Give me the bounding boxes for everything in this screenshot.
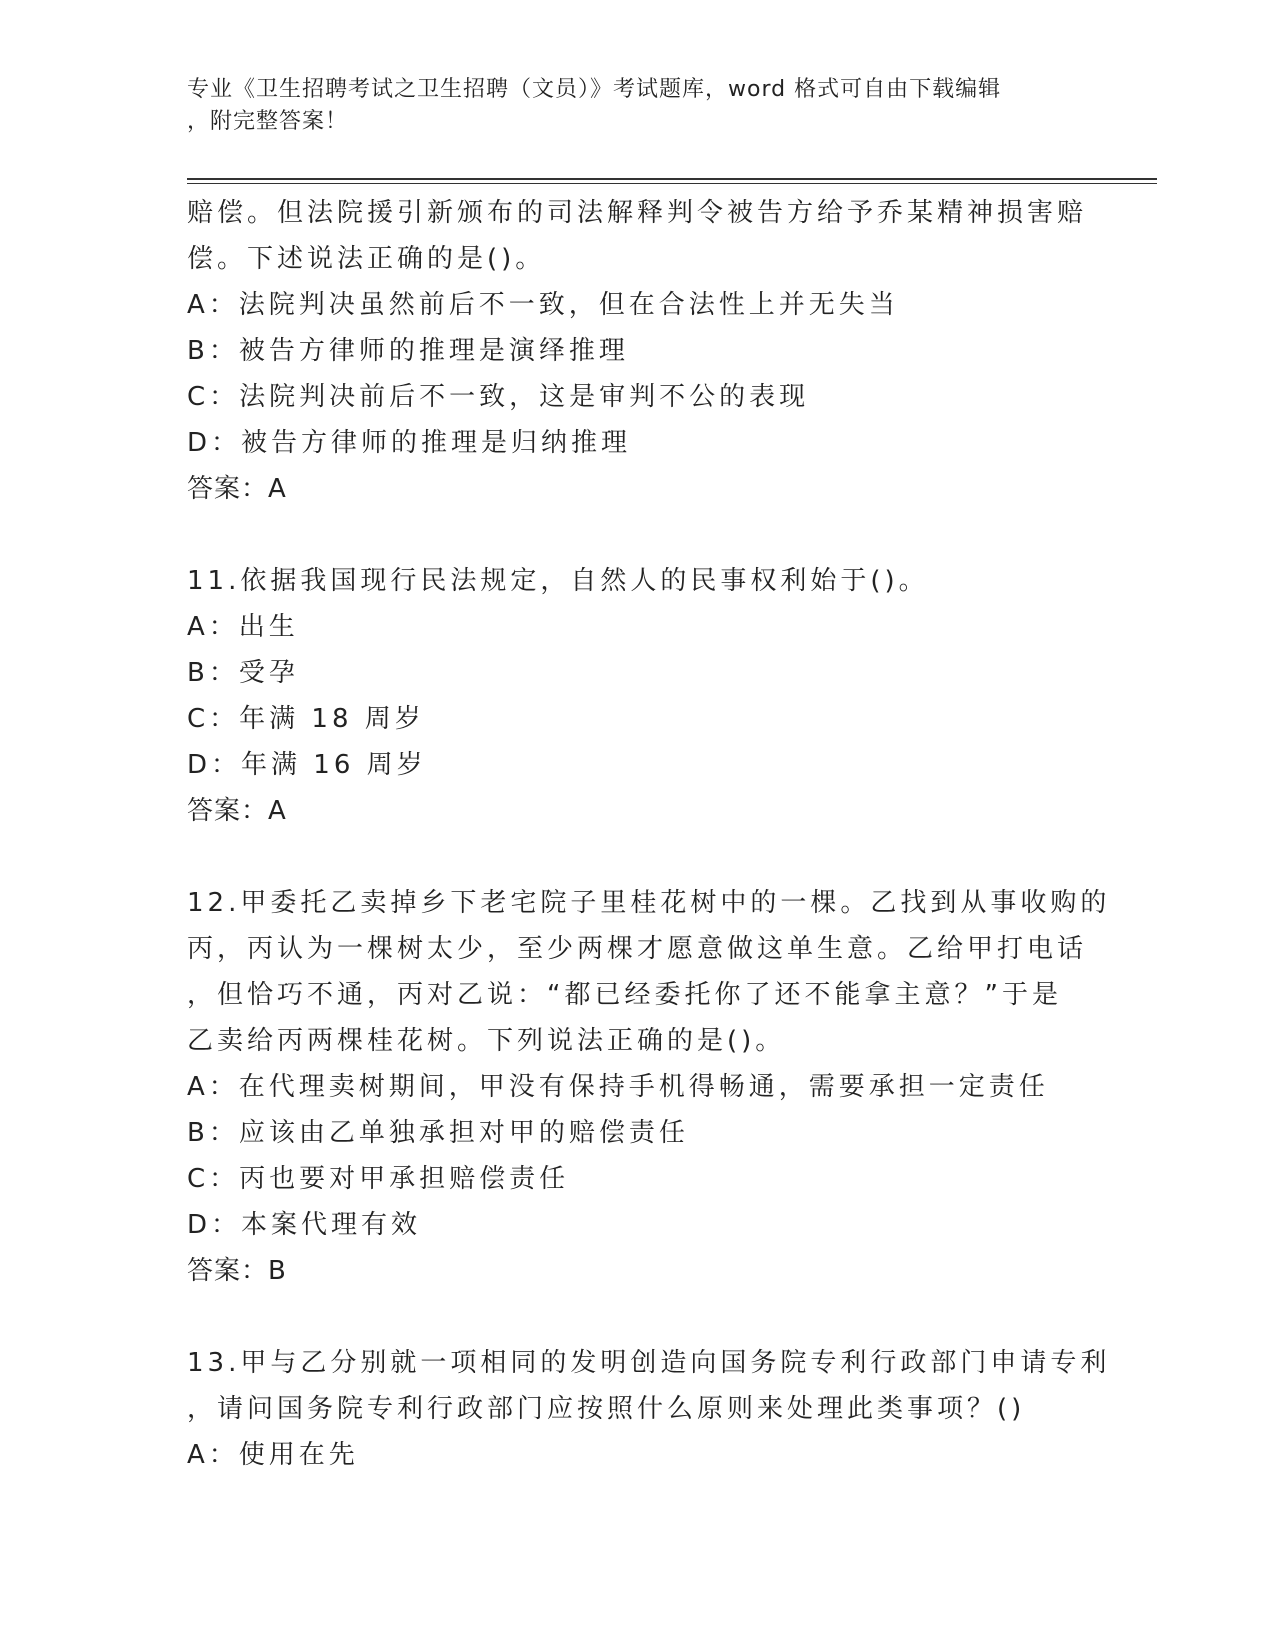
answer: 答案：B [187,1256,287,1286]
question-text: 赔偿。但法院援引新颁布的司法解释判令被告方给予乔某精神损害赔 [187,198,1088,228]
answer: 答案：A [187,796,287,826]
spacer [187,512,1087,558]
question-text: 丙，丙认为一棵树太少，至少两棵才愿意做这单生意。乙给甲打电话 [187,934,1088,964]
option-c: C：年满 18 周岁 [187,704,425,734]
option-d: D：本案代理有效 [187,1210,422,1240]
option-d: D：被告方律师的推理是归纳推理 [187,428,632,458]
question-11 [187,558,1087,834]
spacer [187,1294,1087,1340]
option-c: C：丙也要对甲承担赔偿责任 [187,1164,570,1194]
question-text: 乙卖给丙两棵桂花树。下列说法正确的是()。 [187,1026,786,1056]
option-b: B：应该由乙单独承担对甲的赔偿责任 [187,1118,689,1148]
header-line-2: ，附完整答案！ [187,109,349,134]
document-header [187,74,1067,138]
question-text: ，请问国务院专利行政部门应按照什么原则来处理此类事项？() [187,1394,1026,1424]
header-rule-thick [187,178,1157,180]
spacer [187,834,1087,880]
option-d: D：年满 16 周岁 [187,750,427,780]
option-a: A：在代理卖树期间，甲没有保持手机得畅通，需要承担一定责任 [187,1072,1049,1102]
question-text: 偿。下述说法正确的是()。 [187,244,546,274]
question-text: 12.甲委托乙卖掉乡下老宅院子里桂花树中的一棵。乙找到从事收购的 [187,888,1111,918]
option-a: A：出生 [187,612,299,642]
question-13 [187,1340,1111,1478]
option-a: A：使用在先 [187,1440,359,1470]
option-b: B：被告方律师的推理是演绎推理 [187,336,629,366]
question-10 [187,190,1087,512]
question-12 [187,880,1111,1294]
question-text: 13.甲与乙分别就一项相同的发明创造向国务院专利行政部门申请专利 [187,1348,1111,1378]
question-text: 11.依据我国现行民法规定，自然人的民事权利始于()。 [187,566,929,596]
question-list [187,190,1111,1478]
header-rule-thin [187,183,1157,184]
option-c: C：法院判决前后不一致，这是审判不公的表现 [187,382,810,412]
option-a: A：法院判决虽然前后不一致，但在合法性上并无失当 [187,290,899,320]
header-line-1: 专业《卫生招聘考试之卫生招聘（文员）》考试题库，word 格式可自由下载编辑 [187,77,1002,102]
answer: 答案：A [187,474,287,504]
option-b: B：受孕 [187,658,299,688]
question-text: ，但恰巧不通，丙对乙说：“都已经委托你了还不能拿主意？”于是 [187,980,1062,1010]
